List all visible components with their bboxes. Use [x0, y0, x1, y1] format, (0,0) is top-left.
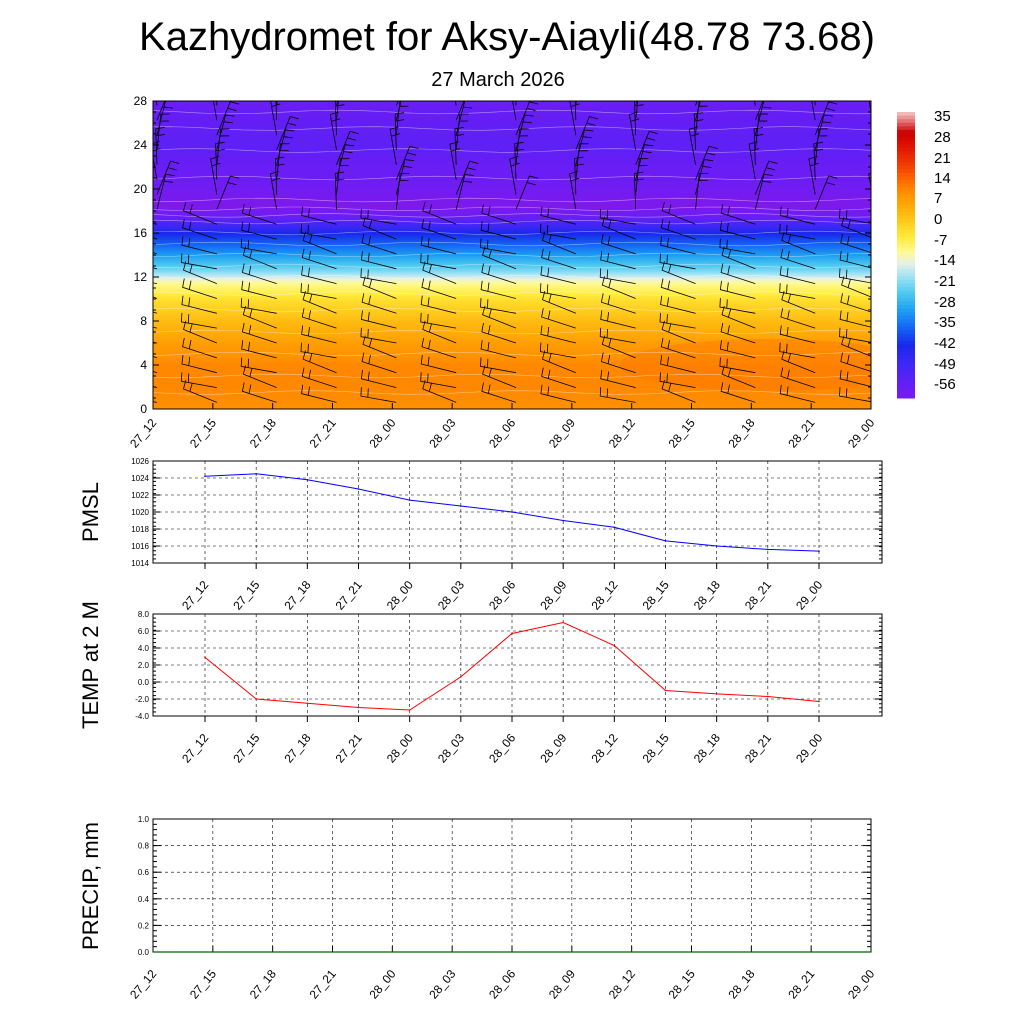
x-tick-label: 28_09 — [537, 730, 570, 766]
data-point — [562, 622, 564, 624]
series-line — [205, 623, 819, 711]
colorbar-segment — [897, 162, 915, 166]
colorbar-segment — [897, 344, 915, 348]
data-point — [460, 505, 462, 507]
colorbar-segment — [897, 294, 915, 298]
data-point — [204, 476, 206, 478]
x-tick-label: 27_18 — [246, 966, 279, 1002]
data-point — [511, 511, 513, 513]
colorbar-segment — [897, 262, 915, 266]
data-point — [665, 690, 667, 692]
y-tick-label: 12 — [133, 270, 147, 284]
colorbar-label: 35 — [934, 108, 951, 125]
colorbar-segment — [897, 387, 915, 391]
data-point — [358, 707, 360, 709]
x-tick-label: 27_12 — [127, 415, 160, 451]
x-tick-label: 28_03 — [426, 415, 459, 451]
colorbar-segment — [897, 380, 915, 384]
wind-barb — [875, 130, 893, 165]
data-point — [307, 479, 309, 481]
colorbar-segment — [897, 352, 915, 356]
data-point — [409, 499, 411, 501]
colorbar-segment — [897, 377, 915, 381]
y-tick-label: 24 — [133, 138, 147, 152]
colorbar-segment — [897, 137, 915, 141]
colorbar-segment — [897, 126, 915, 130]
x-tick-label: 28_00 — [383, 730, 416, 766]
data-point — [665, 540, 667, 542]
y-tick-label: -4.0 — [135, 712, 149, 721]
heatmap-fill — [122, 67, 920, 409]
colorbar-segment — [897, 205, 915, 209]
colorbar-label: 28 — [934, 129, 951, 146]
x-tick-label: 28_09 — [545, 966, 579, 1002]
x-tick-label: 29_00 — [845, 415, 878, 451]
x-tick-label: 27_21 — [306, 966, 339, 1002]
colorbar-segment — [897, 216, 915, 220]
colorbar-segment — [897, 133, 915, 137]
x-tick-label: 28_15 — [665, 415, 698, 451]
colorbar-label: 7 — [934, 190, 943, 207]
colorbar-segment — [897, 327, 915, 331]
colorbar-segment — [897, 201, 915, 205]
x-tick-label: 28_09 — [545, 415, 579, 451]
colorbar-segment — [897, 266, 915, 270]
x-tick-label: 27_18 — [281, 730, 314, 766]
pmsl-panel — [78, 457, 882, 612]
x-tick-label: 28_00 — [366, 415, 399, 451]
colorbar-segment — [897, 298, 915, 302]
x-tick-label: 28_06 — [486, 730, 519, 766]
colorbar-segment — [897, 280, 915, 284]
y-tick-label: 1024 — [131, 474, 149, 483]
data-point — [307, 702, 309, 704]
wind-barb — [216, 68, 225, 105]
x-tick-label: 28_06 — [486, 577, 519, 613]
chart-title: Kazhydromet for Aksy-Aiayli(48.78 73.68) — [139, 15, 875, 59]
y-tick-label: 16 — [133, 226, 147, 240]
x-tick-label: 27_15 — [186, 966, 220, 1002]
colorbar-segment — [897, 234, 915, 238]
y-tick-label: 1018 — [131, 525, 149, 534]
wind-barb — [396, 72, 418, 105]
colorbar-segment — [897, 269, 915, 273]
x-tick-label: 29_00 — [845, 966, 878, 1002]
colorbar-segment — [897, 373, 915, 377]
data-point — [767, 696, 769, 698]
colorbar-segment — [897, 176, 915, 180]
wind-barb — [122, 251, 157, 269]
colorbar-segment — [897, 241, 915, 245]
y-tick-label: 0 — [140, 402, 147, 416]
y-axis-label: PRECIP, mm — [78, 822, 103, 950]
y-tick-label: 0.8 — [137, 841, 149, 851]
colorbar-segment — [897, 226, 915, 230]
data-point — [409, 709, 411, 711]
x-tick-label: 29_00 — [793, 577, 826, 613]
colorbar-segment — [897, 337, 915, 341]
colorbar-label: -14 — [934, 252, 956, 269]
wind-barb — [123, 293, 157, 313]
x-tick-label: 28_12 — [605, 966, 638, 1002]
data-point — [818, 701, 820, 703]
colorbar-segment — [897, 155, 915, 159]
wind-barb — [122, 387, 158, 402]
colorbar-segment — [897, 251, 915, 255]
wind-barb — [875, 144, 888, 180]
x-tick-label: 27_12 — [179, 577, 212, 613]
data-point — [460, 676, 462, 678]
colorbar-segment — [897, 209, 915, 213]
x-tick-label: 27_15 — [230, 577, 263, 613]
colorbar-segment — [897, 166, 915, 170]
y-axis-label: PMSL — [78, 482, 103, 542]
colorbar-segment — [897, 255, 915, 259]
temp-panel — [78, 601, 882, 765]
colorbar-segment — [897, 158, 915, 162]
data-point — [767, 549, 769, 551]
y-tick-label: 8 — [140, 314, 147, 328]
colorbar-segment — [897, 305, 915, 309]
x-tick-label: 28_03 — [426, 966, 459, 1002]
data-point — [204, 657, 206, 659]
x-tick-label: 27_21 — [332, 730, 365, 766]
x-tick-label: 27_15 — [230, 730, 263, 766]
x-tick-label: 28_12 — [605, 415, 638, 451]
colorbar-segment — [897, 391, 915, 395]
colorbar-segment — [897, 212, 915, 216]
y-axis-label: TEMP at 2 M — [78, 601, 103, 729]
wind-barb — [814, 68, 823, 105]
wind-barb — [277, 70, 290, 106]
wind-barb — [696, 72, 718, 105]
wind-barb — [636, 71, 654, 106]
colorbar-label: -35 — [934, 314, 956, 331]
colorbar-label: -28 — [934, 294, 956, 311]
colorbar-segment — [897, 276, 915, 280]
chart-subtitle: 27 March 2026 — [431, 69, 565, 91]
y-tick-label: 1022 — [131, 491, 149, 500]
x-tick-label: 28_15 — [639, 577, 672, 613]
y-tick-label: 6.0 — [137, 627, 149, 636]
data-point — [818, 550, 820, 552]
y-tick-label: 1.0 — [137, 815, 149, 824]
y-tick-label: 20 — [133, 182, 147, 196]
wind-barb — [749, 67, 759, 105]
x-tick-label: 27_21 — [332, 577, 365, 613]
y-tick-label: 0.4 — [137, 894, 149, 904]
x-tick-label: 28_21 — [741, 577, 775, 613]
colorbar-segment — [897, 244, 915, 248]
colorbar-segment — [897, 194, 915, 198]
colorbar-segment — [897, 366, 915, 370]
colorbar-segment — [897, 130, 915, 134]
colorbar-label: -21 — [934, 273, 956, 290]
colorbar-segment — [897, 219, 915, 223]
y-tick-label: 1026 — [131, 457, 149, 466]
colorbar-segment — [897, 169, 915, 173]
colorbar — [897, 108, 956, 399]
colorbar-segment — [897, 323, 915, 327]
x-tick-label: 28_00 — [366, 966, 399, 1002]
colorbar-segment — [897, 319, 915, 323]
colorbar-label: 0 — [934, 211, 943, 228]
y-tick-label: -2.0 — [135, 695, 149, 704]
colorbar-segment — [897, 291, 915, 295]
colorbar-segment — [897, 369, 915, 373]
y-tick-label: 2.0 — [137, 661, 149, 670]
colorbar-label: -56 — [934, 376, 956, 393]
wind-barb — [337, 71, 355, 106]
colorbar-segment — [897, 123, 915, 127]
y-tick-label: 1020 — [131, 508, 149, 517]
colorbar-segment — [897, 198, 915, 202]
x-tick-label: 28_18 — [725, 415, 758, 451]
colorbar-segment — [897, 230, 915, 234]
colorbar-segment — [897, 191, 915, 195]
y-tick-label: 0.0 — [137, 678, 149, 687]
x-tick-label: 28_12 — [588, 730, 621, 766]
colorbar-segment — [897, 223, 915, 227]
x-tick-label: 27_12 — [127, 966, 160, 1002]
colorbar-segment — [897, 394, 915, 398]
y-tick-label: 8.0 — [137, 610, 149, 619]
temperature-cross-section — [122, 67, 920, 450]
colorbar-segment — [897, 309, 915, 313]
colorbar-segment — [897, 330, 915, 334]
x-tick-label: 28_18 — [690, 577, 723, 613]
x-tick-label: 28_21 — [785, 966, 818, 1002]
colorbar-segment — [897, 144, 915, 148]
x-tick-label: 27_18 — [246, 415, 279, 451]
x-tick-label: 28_03 — [434, 577, 468, 613]
x-tick-label: 28_18 — [725, 966, 758, 1002]
wind-barb — [124, 336, 157, 358]
y-tick-label: 0.6 — [137, 868, 149, 878]
x-tick-label: 29_00 — [793, 730, 826, 766]
x-tick-label: 28_18 — [690, 730, 723, 766]
wind-barb — [122, 370, 157, 388]
colorbar-segment — [897, 359, 915, 363]
x-tick-label: 28_00 — [383, 577, 416, 613]
colorbar-segment — [897, 341, 915, 345]
x-tick-label: 27_15 — [186, 415, 220, 451]
colorbar-segment — [897, 151, 915, 155]
colorbar-segment — [897, 237, 915, 241]
colorbar-segment — [897, 287, 915, 291]
wind-barb — [875, 117, 897, 150]
x-tick-label: 28_06 — [486, 415, 519, 451]
colorbar-segment — [897, 284, 915, 288]
x-tick-label: 27_12 — [179, 730, 212, 766]
data-point — [562, 520, 564, 522]
colorbar-segment — [897, 273, 915, 277]
colorbar-segment — [897, 312, 915, 316]
data-point — [716, 693, 718, 695]
colorbar-segment — [897, 180, 915, 184]
colorbar-label: -42 — [934, 335, 956, 352]
data-point — [511, 633, 513, 635]
colorbar-segment — [897, 348, 915, 352]
data-point — [716, 545, 718, 547]
x-tick-label: 28_03 — [434, 730, 468, 766]
wind-barb — [874, 157, 883, 194]
colorbar-segment — [897, 316, 915, 320]
colorbar-segment — [897, 141, 915, 145]
colorbar-segment — [897, 184, 915, 188]
x-tick-label: 28_12 — [588, 577, 621, 613]
colorbar-label: 14 — [934, 170, 951, 187]
colorbar-label: -7 — [934, 232, 948, 249]
x-tick-label: 28_09 — [537, 577, 570, 613]
colorbar-label: -49 — [934, 356, 956, 373]
y-tick-label: 4.0 — [137, 644, 149, 653]
colorbar-segment — [897, 362, 915, 366]
y-tick-label: 0.2 — [137, 921, 149, 931]
wind-barb — [875, 70, 888, 106]
wind-barb — [874, 83, 883, 120]
colorbar-segment — [897, 334, 915, 338]
y-tick-label: 0.0 — [137, 948, 149, 957]
x-tick-label: 28_15 — [639, 730, 672, 766]
x-tick-label: 28_15 — [665, 966, 698, 1002]
data-point — [614, 645, 616, 647]
data-point — [358, 488, 360, 490]
y-tick-label: 28 — [133, 94, 147, 108]
colorbar-segment — [897, 112, 915, 116]
colorbar-segment — [897, 248, 915, 252]
colorbar-segment — [897, 355, 915, 359]
y-tick-label: 1014 — [131, 559, 149, 568]
wind-barb — [122, 209, 158, 224]
data-point — [255, 473, 257, 475]
colorbar-label: 21 — [934, 150, 951, 167]
colorbar-segment — [897, 116, 915, 120]
x-tick-label: 28_06 — [486, 966, 519, 1002]
wind-barb — [122, 328, 158, 343]
colorbar-segment — [897, 301, 915, 305]
colorbar-segment — [897, 148, 915, 152]
colorbar-segment — [897, 384, 915, 388]
x-tick-label: 28_21 — [741, 730, 775, 766]
colorbar-segment — [897, 187, 915, 191]
wind-barb — [576, 70, 589, 106]
wind-barb — [151, 67, 161, 105]
x-tick-label: 28_21 — [785, 415, 818, 451]
x-tick-label: 27_18 — [281, 577, 314, 613]
precip-panel — [78, 815, 878, 1001]
data-point — [255, 698, 257, 700]
colorbar-segment — [897, 119, 915, 123]
x-tick-label: 27_21 — [306, 415, 339, 451]
colorbar-segment — [897, 259, 915, 263]
y-tick-label: 1016 — [131, 542, 149, 551]
colorbar-segment — [897, 173, 915, 177]
data-point — [614, 527, 616, 529]
y-tick-label: 4 — [140, 358, 147, 372]
